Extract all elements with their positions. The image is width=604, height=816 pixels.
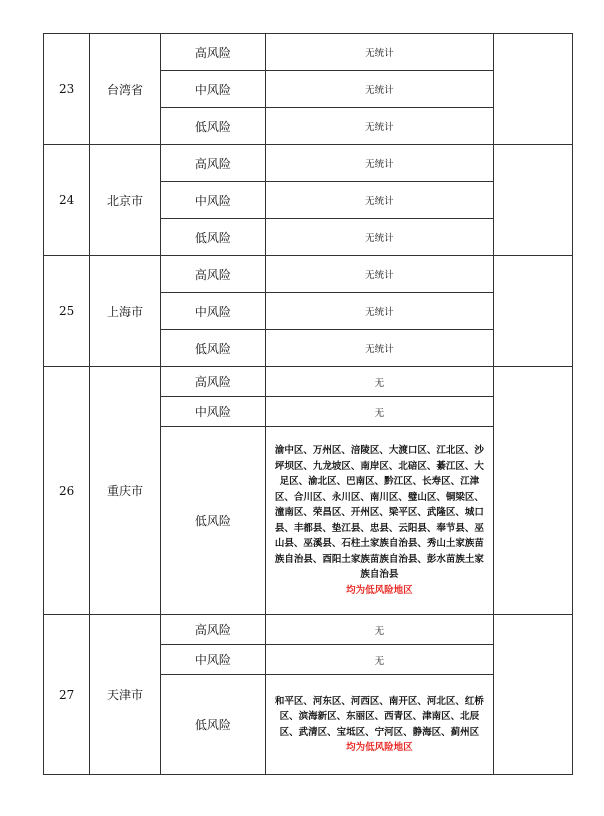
risk-areas: 无 — [266, 397, 493, 427]
risk-region-table — [43, 33, 573, 775]
risk-level: 中风险 — [160, 182, 266, 219]
region-name: 重庆市 — [90, 367, 160, 615]
risk-areas: 无统计 — [266, 182, 493, 219]
risk-level: 高风险 — [160, 256, 266, 293]
risk-areas: 无统计 — [266, 256, 493, 293]
note-cell — [493, 256, 572, 367]
table-row — [44, 367, 573, 397]
low-risk-district-list: 渝中区、万州区、涪陵区、大渡口区、江北区、沙坪坝区、九龙坡区、南岸区、北碚区、綦江区、大足区、渝北区、巴南区、黔江区、长寿区、江津区、合川区、永川区、南川区、璧山区、铜梁区、潼南区、荣昌区、开州区、梁平区、武隆区、城口县、丰都县、垫江县、忠县、云阳县、奉节县、巫山县、巫溪县、石柱土家族自治县、秀山土家族苗族自治县、酉阳土家族苗族自治县、彭水苗族土家族自治县 — [274, 445, 484, 581]
region-name: 天津市 — [90, 615, 160, 775]
row-number: 26 — [44, 367, 90, 615]
risk-areas-cell — [266, 427, 493, 615]
risk-level: 中风险 — [160, 293, 266, 330]
note-cell — [493, 34, 572, 145]
row-number: 23 — [44, 34, 90, 145]
risk-level: 低风险 — [160, 108, 266, 145]
table-row — [44, 145, 573, 182]
risk-level: 高风险 — [160, 615, 266, 645]
low-risk-district-list: 和平区、河东区、河西区、南开区、河北区、红桥区、滨海新区、东丽区、西青区、津南区、北辰区、武清区、宝坻区、宁河区、静海区、蓟州区 — [274, 695, 484, 738]
risk-areas: 无统计 — [266, 108, 493, 145]
risk-areas: 无统计 — [266, 330, 493, 367]
region-name: 上海市 — [90, 256, 160, 367]
risk-level: 高风险 — [160, 34, 266, 71]
low-risk-summary: 均为低风险地区 — [346, 584, 413, 596]
row-number: 24 — [44, 145, 90, 256]
region-name: 台湾省 — [90, 34, 160, 145]
risk-areas: 无统计 — [266, 34, 493, 71]
risk-level: 低风险 — [160, 330, 266, 367]
risk-areas: 无 — [266, 645, 493, 675]
risk-level: 高风险 — [160, 367, 266, 397]
table-row — [44, 34, 573, 71]
note-cell — [493, 615, 572, 775]
region-name: 北京市 — [90, 145, 160, 256]
note-cell — [493, 367, 572, 615]
low-risk-summary: 均为低风险地区 — [346, 742, 413, 754]
risk-level: 低风险 — [160, 219, 266, 256]
risk-level: 低风险 — [160, 427, 266, 615]
risk-areas: 无统计 — [266, 71, 493, 108]
risk-level: 中风险 — [160, 645, 266, 675]
row-number: 25 — [44, 256, 90, 367]
row-number: 27 — [44, 615, 90, 775]
risk-areas: 无 — [266, 615, 493, 645]
risk-areas: 无统计 — [266, 293, 493, 330]
risk-level: 中风险 — [160, 397, 266, 427]
risk-areas: 无统计 — [266, 219, 493, 256]
risk-areas: 无统计 — [266, 145, 493, 182]
risk-level: 高风险 — [160, 145, 266, 182]
note-cell — [493, 145, 572, 256]
risk-areas: 无 — [266, 367, 493, 397]
risk-level: 低风险 — [160, 675, 266, 775]
table-row — [44, 256, 573, 293]
risk-level: 中风险 — [160, 71, 266, 108]
risk-areas-cell — [266, 675, 493, 775]
table-row — [44, 615, 573, 645]
